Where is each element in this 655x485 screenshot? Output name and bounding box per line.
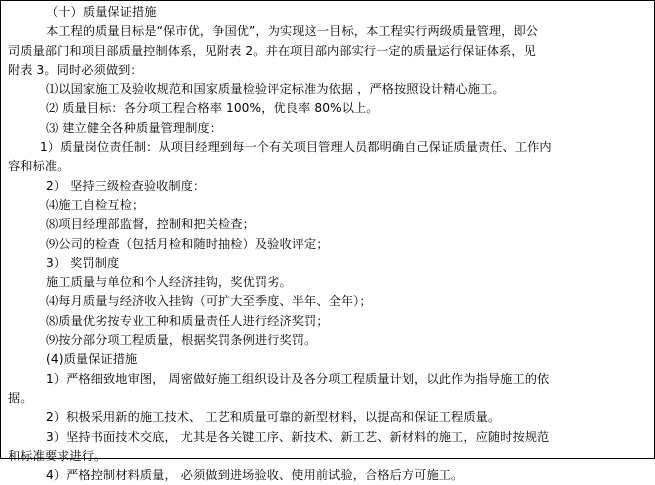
paragraph-line: 施工质量与单位和个人经济挂钩，奖优罚劣。 [46,275,292,290]
paragraph-line: ⑴以国家施工及验收规范和国家质量检验评定标准为依据 ，严格按照设计精心施工。 [46,82,505,97]
paragraph-line: ⑻项目经理部监督，控制和把关检查； [46,217,255,232]
paragraph-line: ⑼公司的检查（包括月检和随时抽检）及验收评定； [46,236,329,251]
paragraph-line: ⑵ 质量目标：各分项工程合格率 100%，优良率 80%以上。 [46,101,379,116]
paragraph-line: 1）质量岗位责任制：从项目经理到每一个有关项目管理人员都明确自己保证质量责任、工作内 [40,140,552,155]
paragraph-line: 2）积极采用新的施工技术、 工艺和质量可靠的新型材料，以提高和保证工程质量。 [46,410,501,425]
paragraph-line: 2） 坚持三级检查验收制度： [46,178,206,193]
paragraph-line: 附表 3。同时必须做到： [8,62,143,77]
paragraph-line: ⑷施工自检互检； [46,197,145,212]
paragraph-line: 容和标准。 [8,159,70,174]
section-heading: （十）质量保证措施 [46,5,157,19]
paragraph-line: 1）严格细致地审图， 周密做好施工组织设计及各分项工程质量计划，以此作为指导施工的依 [46,371,550,386]
paragraph-line: 3） 奖罚制度 [46,255,120,270]
paragraph-line: 据。 [8,390,33,405]
paragraph-line: 司质量部门和项目部质量控制体系，见附表 2。并在项目部内部实行一定的质量运行保证体系，见 [8,43,536,58]
paragraph-line: ⑼按分部分项工程质量，根据奖罚条例进行奖罚。 [46,333,317,348]
paragraph-line: 和标准要求进行。 [8,448,107,463]
paragraph-line: ⑷每月质量与经济收入挂钩（可扩大至季度、半年、全年）； [46,294,372,309]
paragraph-line: 本工程的质量目标是“保市优，争国优”，为实现这一目标，本工程实行两级质量管理，即公 [46,24,539,39]
paragraph-line: (4)质量保证措施 [46,352,138,367]
paragraph-line: 3）坚持书面技术交底， 尤其是各关键工序、新技术、新工艺、新材料的施工，应随时按规范 [46,429,550,444]
paragraph-line: ⑶ 建立健全各种质量管理制度： [46,120,222,135]
paragraph-line: 4）严格控制材料质量， 必须做到进场验收、使用前试验，合格后方可施工。 [46,468,464,483]
paragraph-line: ⑻质量优劣按专业工种和质量责任人进行经济奖罚； [46,313,329,328]
